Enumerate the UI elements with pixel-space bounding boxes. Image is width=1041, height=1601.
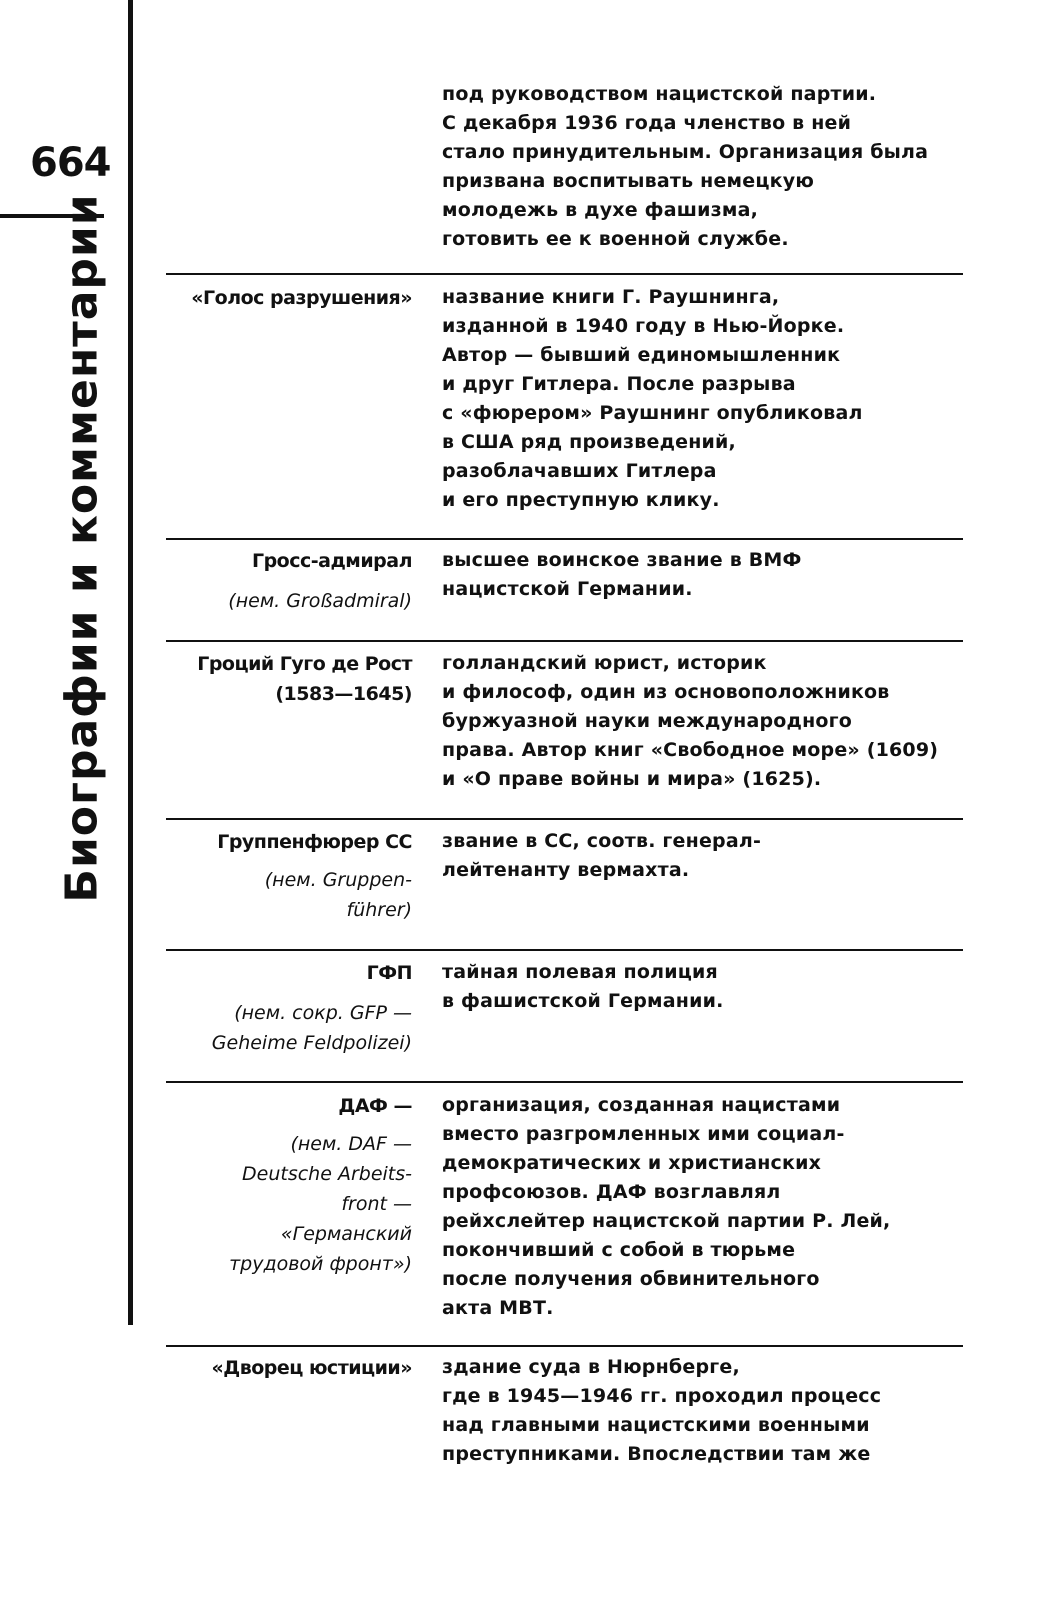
definition-line: С декабря 1936 года членство в ней <box>442 112 852 134</box>
definition-line: где в 1945—1946 гг. проходил процесс <box>442 1385 882 1407</box>
glossary-term <box>166 546 412 616</box>
glossary-definition <box>442 1353 972 1469</box>
term-heading: ДАФ — <box>338 1095 412 1117</box>
term-note: (нем. DAF — <box>290 1133 412 1155</box>
term-heading: «Голос разрушения» <box>191 287 412 309</box>
definition-line: готовить ее к военной службе. <box>442 228 789 250</box>
term-note: (нем. Großadmiral) <box>228 590 412 612</box>
margin-vertical-rule <box>128 0 133 1325</box>
entry-divider <box>166 1345 963 1347</box>
definition-line: буржуазной науки международного <box>442 710 853 732</box>
definition-line: и его преступную клику. <box>442 489 720 511</box>
definition-line: молодежь в духе фашизма, <box>442 199 759 221</box>
term-note: front — <box>341 1193 412 1215</box>
glossary-definition <box>442 958 972 1016</box>
glossary-definition <box>442 546 972 604</box>
entry-divider <box>166 273 963 275</box>
term-heading: «Дворец юстиции» <box>211 1357 412 1379</box>
definition-line: покончивший с собой в тюрьме <box>442 1239 796 1261</box>
glossary-term <box>166 1353 412 1383</box>
term-heading: ГФП <box>366 962 412 984</box>
definition-line: после получения обвинительного <box>442 1268 820 1290</box>
term-note: (нем. сокр. GFP — <box>234 1002 412 1024</box>
definition-line: над главными нацистскими военными <box>442 1414 870 1436</box>
term-heading: Гросс-адмирал <box>251 550 412 572</box>
definition-line: звание в СС, соотв. генерал- <box>442 830 762 852</box>
entry-divider <box>166 538 963 540</box>
definition-line: вместо разгромленных ими социал- <box>442 1123 845 1145</box>
definition-line: демократических и христианских <box>442 1152 822 1174</box>
entry-divider <box>166 818 963 820</box>
term-note: Deutsche Arbeits- <box>242 1163 412 1185</box>
term-heading: Группенфюрер СС <box>217 831 412 853</box>
definition-line: в США ряд произведений, <box>442 431 736 453</box>
term-note: (нем. Gruppen- <box>264 869 412 891</box>
term-note: Geheime Feldpolizei) <box>211 1032 412 1054</box>
glossary-definition <box>442 1091 972 1323</box>
definition-line: и друг Гитлера. После разрыва <box>442 373 796 395</box>
entry-divider <box>166 949 963 951</box>
glossary-definition <box>442 649 972 794</box>
glossary-term <box>166 649 412 709</box>
definition-line: преступниками. Впоследствии там же <box>442 1443 871 1465</box>
definition-line: под руководством нацистской партии. <box>442 83 877 105</box>
definition-line: призвана воспитывать немецкую <box>442 170 815 192</box>
running-title: Биографии и комментарии <box>56 193 108 903</box>
definition-line: права. Автор книг «Свободное море» (1609) <box>442 739 939 761</box>
definition-line: профсоюзов. ДАФ возглавлял <box>442 1181 781 1203</box>
definition-line: здание суда в Нюрнберге, <box>442 1356 740 1378</box>
definition-line: и философ, один из основоположников <box>442 681 890 703</box>
term-dates: (1583—1645) <box>275 683 412 705</box>
continued-definition <box>442 80 972 254</box>
definition-line: организация, созданная нацистами <box>442 1094 841 1116</box>
definition-line: высшее воинское звание в ВМФ <box>442 549 802 571</box>
definition-line: название книги Г. Раушнинга, <box>442 286 780 308</box>
definition-line: Автор — бывший единомышленник <box>442 344 841 366</box>
term-note: трудовой фронт») <box>229 1253 412 1275</box>
definition-line: нацистской Германии. <box>442 578 693 600</box>
glossary-term <box>166 827 412 925</box>
definition-line: разоблачавших Гитлера <box>442 460 717 482</box>
definition-line: акта МВТ. <box>442 1297 554 1319</box>
definition-line: тайная полевая полиция <box>442 961 718 983</box>
glossary-term <box>166 958 412 1058</box>
glossary-term <box>166 1091 412 1279</box>
glossary-definition <box>442 283 972 515</box>
term-note: «Германский <box>280 1223 412 1245</box>
definition-line: изданной в 1940 году в Нью-Йорке. <box>442 315 845 337</box>
definition-line: в фашистской Германии. <box>442 990 724 1012</box>
definition-line: рейхслейтер нацистской партии Р. Лей, <box>442 1210 891 1232</box>
page-number: 664 <box>30 140 111 186</box>
definition-line: и «О праве войны и мира» (1625). <box>442 768 822 790</box>
definition-line: голландский юрист, историк <box>442 652 767 674</box>
glossary-definition <box>442 827 972 885</box>
definition-line: с «фюрером» Раушнинг опубликовал <box>442 402 863 424</box>
term-note: führer) <box>346 899 412 921</box>
entry-divider <box>166 1081 963 1083</box>
term-heading: Гроций Гуго де Рост <box>197 653 412 675</box>
glossary-term <box>166 283 412 313</box>
definition-line: стало принудительным. Организация была <box>442 141 929 163</box>
entry-divider <box>166 640 963 642</box>
definition-line: лейтенанту вермахта. <box>442 859 690 881</box>
